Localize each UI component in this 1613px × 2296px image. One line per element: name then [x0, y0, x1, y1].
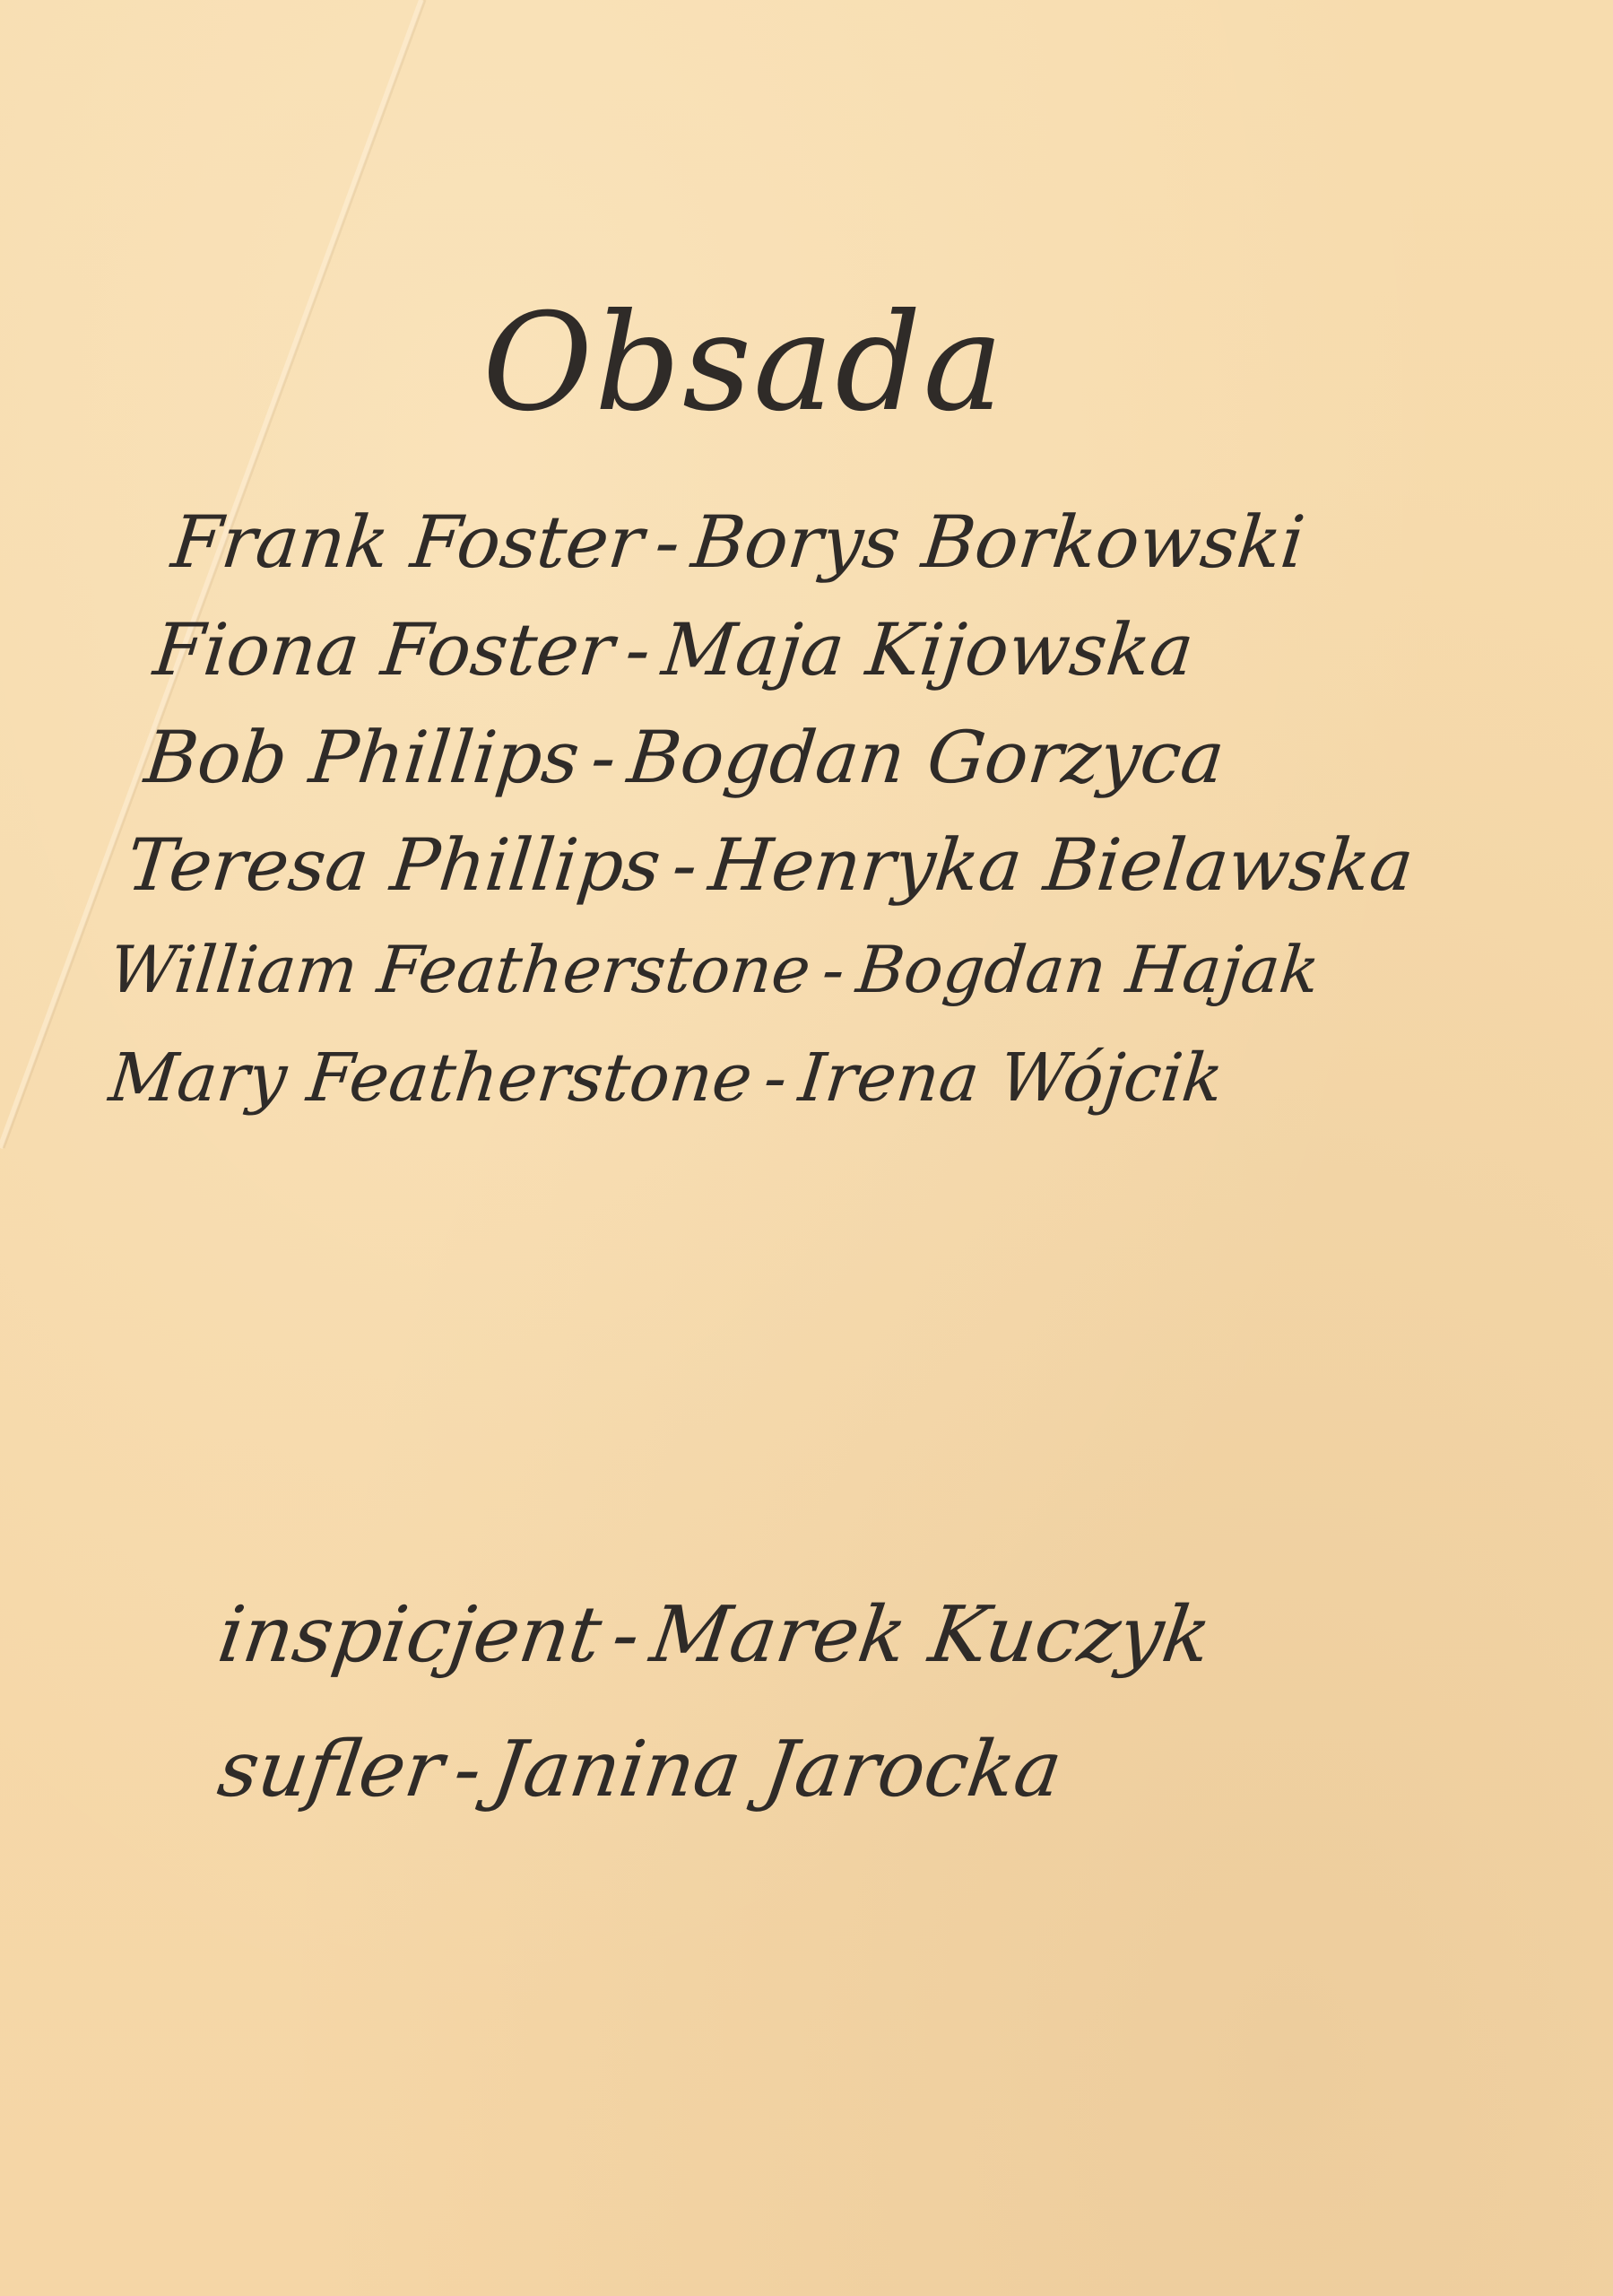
actor-name: Borys Borkowski — [688, 500, 1309, 584]
separator: - — [668, 823, 702, 907]
separator: - — [448, 1725, 488, 1814]
crew-role: sufler — [212, 1725, 449, 1814]
cast-entry — [138, 716, 1522, 830]
cast-entry — [102, 932, 1522, 1045]
actor-name: Bogdan Hajak — [853, 932, 1323, 1007]
crew-entry — [205, 1725, 1479, 1866]
actor-name: Henryka Bielawska — [705, 823, 1418, 907]
separator: - — [819, 932, 849, 1007]
cast-entry — [147, 608, 1522, 722]
character-name: Teresa Phillips — [123, 823, 665, 907]
cast-entry — [120, 823, 1522, 937]
character-name: Bob Phillips — [141, 716, 584, 799]
character-name: Mary Featherstone — [105, 1039, 757, 1117]
crew-list — [212, 1590, 1470, 1866]
page-title: Obsada — [482, 285, 1005, 441]
crew-person: Janina Jarocka — [487, 1725, 1068, 1814]
actor-name: Maja Kijowska — [658, 608, 1198, 691]
separator: - — [606, 1590, 646, 1680]
actor-name: Bogdan Gorzyca — [623, 716, 1228, 799]
character-name: Fiona Foster — [150, 608, 619, 691]
actor-name: Irena Wójcik — [795, 1039, 1227, 1117]
crew-role: inspicjent — [212, 1590, 607, 1680]
cast-entry — [102, 1039, 1522, 1152]
cast-entry — [165, 500, 1522, 614]
cast-list — [105, 500, 1515, 1152]
crew-entry — [205, 1590, 1479, 1731]
character-name: Frank Foster — [168, 500, 648, 584]
separator: - — [621, 608, 655, 691]
character-name: William Featherstone — [106, 932, 814, 1007]
separator: - — [651, 500, 685, 584]
separator: - — [586, 716, 620, 799]
crew-person: Marek Kuczyk — [645, 1590, 1217, 1680]
separator: - — [759, 1039, 792, 1117]
